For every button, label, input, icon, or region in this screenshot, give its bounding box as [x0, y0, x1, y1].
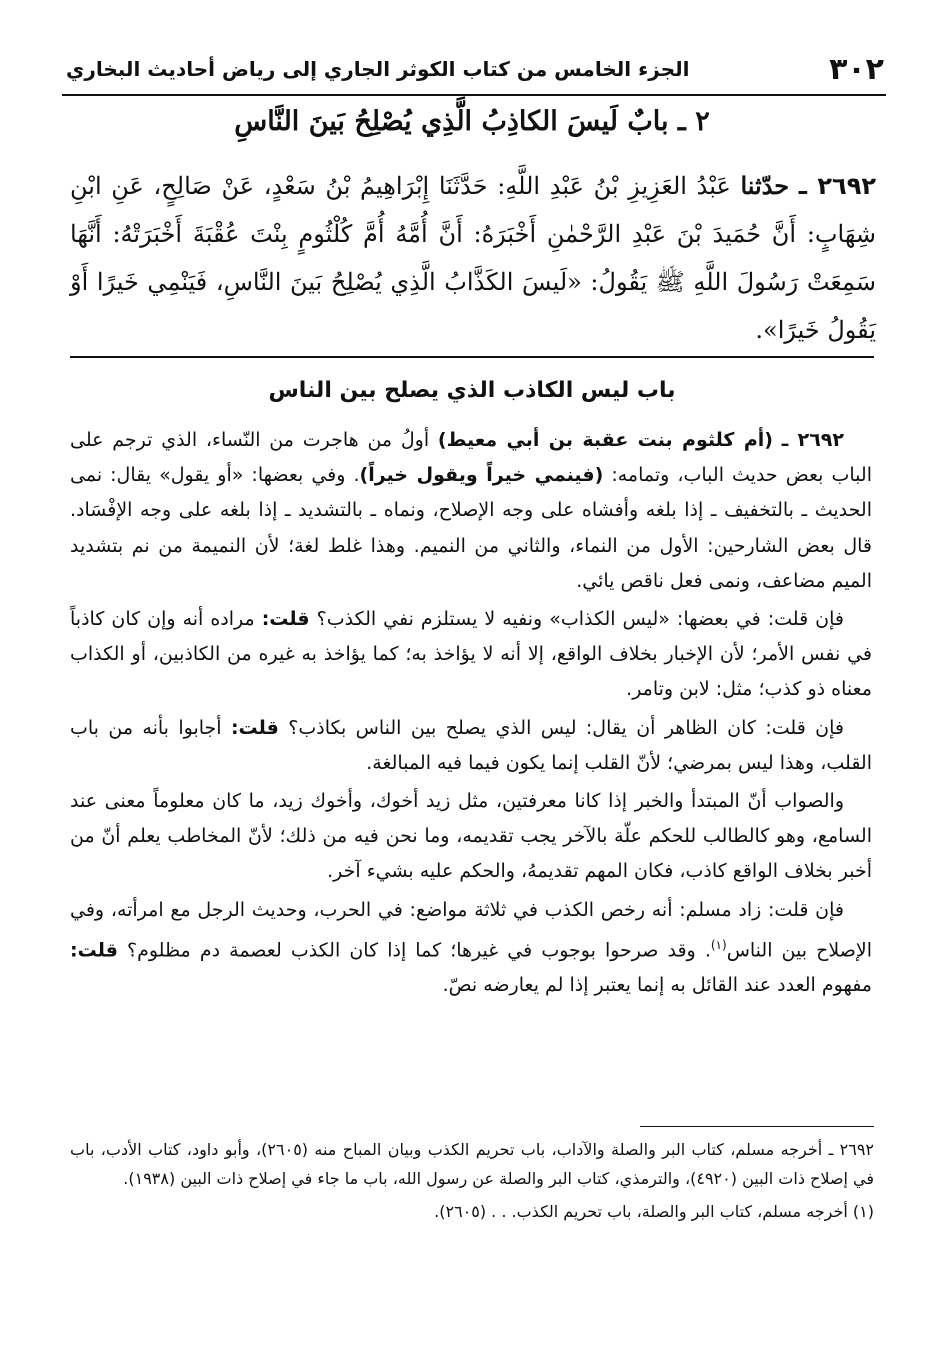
- commentary-number: ٢٦٩٢ ـ: [781, 429, 844, 451]
- answer-marker: قلت:: [230, 716, 279, 739]
- section-title: باب ليس الكاذب الذي يصلح بين الناس: [268, 378, 676, 403]
- commentary-paragraph: [70, 784, 872, 890]
- hadith-divider: [70, 356, 874, 358]
- commentary-text: مفهوم العدد عند القائل به إنما يعتبر إذا لم يعارضه نصّ.: [442, 974, 872, 997]
- footnote: ٢٦٩٢ ـ أخرجه مسلم، كتاب البر والصلة والآداب، باب تحريم الكذب وبيان المباح منه (٢٦٠٥)، وأبو داود، كتاب الأدب، باب في إصلاح ذات البين (٤٩٢٠)، والترمذي، كتاب البر والصلة عن رسول الله، باب ما جاء في إصلاح ذات البين (١٩٣٨).: [70, 1140, 874, 1188]
- answer-marker: قلت:: [261, 608, 310, 631]
- page-header: [66, 46, 884, 92]
- hadith-intro: حدّثنا: [740, 171, 790, 200]
- hadith-text: [70, 162, 876, 354]
- quoted-phrase: (فينمي خيراً ويقول خيراً): [359, 464, 604, 487]
- answer-marker: قلت:: [70, 939, 118, 962]
- commentary-text: فإن قلت: في بعضها: «ليس الكذاب» ونفيه لا يستلزم نفي الكذب؟: [309, 608, 844, 631]
- header-rule: [62, 94, 886, 96]
- commentary-text: . وقد صرحوا بوجوب في غيرها؛ كما إذا كان الكذب لعصمة دم مظلوم؟: [117, 939, 711, 962]
- commentary-text: فإن قلت: زاد مسلم: أنه رخص الكذب في ثلاثة مواضع: في الحرب، وحديث الرجل مع امرأته، وفي الإصلاح بين الناس: [70, 898, 872, 962]
- hadith-number: ٢٦٩٢ ـ: [798, 172, 876, 200]
- hadith-body: عَبْدُ العَزِيزِ بْنُ عَبْدِ اللَّهِ: حَدَّثَنَا إِبْرَاهِيمُ بْنُ سَعْدٍ، عَنْ صَالِحٍ، عَنِ ابْنِ شِهَابٍ: أَنَّ حُمَيدَ بْنَ عَبْدِ الرَّحْمٰنِ أَخْبَرَهُ: أَنَّ أُمَّهُ أُمَّ كُلْثُومٍ بِنْتَ عُقْبَةَ أَخْبَرَتْهُ: أَنَّهَا سَمِعَتْ رَسُولَ اللَّهِ ﷺ يَقُولُ: «لَيسَ الكَذَّابُ الَّذِي يُصْلِحُ بَينَ النَّاسِ، فَيَنْمِي خَيرًا أَوْ يَقُولُ خَيرًا».: [70, 172, 876, 344]
- commentary-text: أولُ من هاجرت من النّساء، الذي ترجم على الباب بعض حديث الباب، وتمامه:: [70, 429, 872, 487]
- running-title: الجزء الخامس من كتاب الكوثر الجاري إلى رياض أحاديث البخاري: [66, 57, 690, 81]
- narrator-name: (أم كلثوم بنت عقبة بن أبي معيط): [437, 429, 773, 451]
- footnote: (١) أخرجه مسلم، كتاب البر والصلة، باب تحريم الكذب. . . (٢٦٠٥).: [434, 1202, 874, 1221]
- footnote-ref: (١): [710, 937, 727, 952]
- commentary-text: والصواب أنّ المبتدأ والخبر إذا كانا معرفتين، مثل زيد أخوك، وأخوك زيد، ما كان معلوماً معنى عند السامع، وهو كالطالب للحكم علّة بالآخر يجب تقديمه، وما نحن فيه من ذلك؛ لأنّ المخاطب يعلم أنّ من أخبر بخلاف الواقع كاذب، فكان المهم تقديمهُ، والحكم عليه بشيء آخر.: [70, 790, 872, 883]
- commentary-text: مراده أنه وإن كان كاذباً في نفس الأمر؛ لأن الإخبار بخلاف الواقع، إلا أنه لا يؤاخذ به؛ كما يؤاخذ به غيره من الكاذبين، أو الكذاب معناه ذو كذب؛ مثل: لابن وتامر.: [70, 608, 872, 701]
- footnotes: [70, 1135, 874, 1226]
- commentary-paragraph: [70, 711, 872, 781]
- commentary-text: . وفي بعضها: «أو يقول» يقال: نمى الحديث ـ بالتخفيف ـ إذا بلغه وأفشاه على وجه الإصلاح، ونماه ـ بالتشديد ـ إذا بلغه على وجه الإفْسَاد. قال بعض الشارحين: الأول من النماء، والثاني من النميم. وهذا غلط لغة؛ لأن النميمة من نم بتشديد الميم مضاعف، ونمى فعل ناقص يائي.: [70, 464, 872, 592]
- chapter-title: ٢ ـ بابٌ لَيسَ الكاذِبُ الَّذِي يُصْلِحُ بَينَ النَّاسِ: [234, 106, 710, 137]
- commentary-paragraph: [70, 893, 872, 1004]
- commentary-paragraph: [70, 423, 872, 599]
- page-number: ٣٠٢: [829, 51, 884, 87]
- footnote-rule: [640, 1126, 874, 1127]
- commentary-paragraph: [70, 602, 872, 708]
- commentary: [70, 423, 872, 1004]
- commentary-text: أجابوا بأنه من باب القلب، وهذا ليس بمرضي؛ لأنّ القلب إنما يكون فيما فيه المبالغة.: [70, 716, 872, 774]
- commentary-text: فإن قلت: كان الظاهر أن يقال: ليس الذي يصلح بين الناس بكاذب؟: [278, 716, 845, 739]
